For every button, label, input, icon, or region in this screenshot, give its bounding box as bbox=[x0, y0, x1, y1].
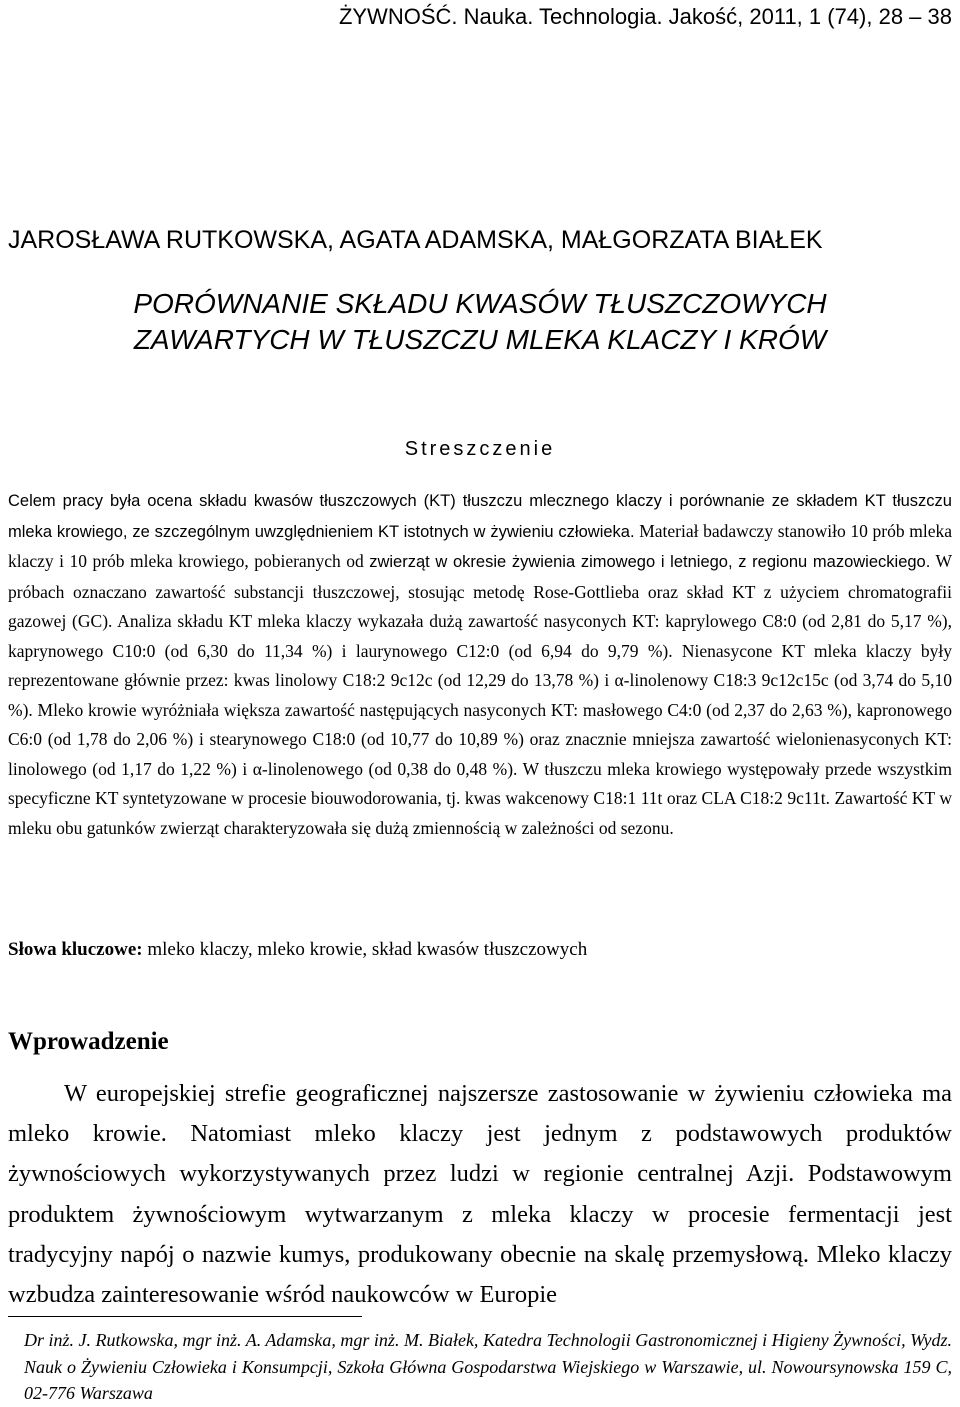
paper-title bbox=[0, 286, 960, 358]
keywords bbox=[8, 935, 952, 965]
author-affiliation-footnote: Dr inż. J. Rutkowska, mgr inż. A. Adamska, mgr inż. M. Białek, Katedra Technologii Gastronomicznej i Higieny Żywności, Wydz. Nauk o Żywieniu Człowieka i Konsumpcji, Szkoła Główna Gospodarstwa Wiejskiego w Warszawie, ul. Nowoursynowska 159 C, 02-776 Warszawa bbox=[24, 1330, 952, 1403]
abstract-part-3: zwierząt w okresie żywienia zimowego i letniego, z regionu mazowieckiego. bbox=[369, 553, 931, 571]
intro-paragraph: W europejskiej strefie geograficznej najszersze zastosowanie w żywieniu człowieka ma mleko krowie. Natomiast mleko klaczy jest jednym z podstawowych produktów żywnościowych wykorzystywanych przez ludzi w regionie centralnej Azji. Podstawowym produktem żywnościowym wytwarzanym z mleka klaczy w procesie fermentacji jest tradycyjny napój o nazwie kumys, produkowany obecnie na skalę przemysłową. Mleko klaczy wzbudza zainteresowanie wśród naukowców w Europie bbox=[8, 1080, 952, 1309]
abstract-part-2: Materiał badawczy stanowiło 10 prób mleka klaczy i 10 prób mleka krowiego, pobieranych od bbox=[8, 520, 953, 571]
keywords-label: Słowa kluczowe: bbox=[8, 939, 143, 960]
keywords-text: mleko klaczy, mleko krowie, skład kwasów tłuszczowych bbox=[142, 939, 588, 960]
paper-title-line-2: ZAWARTYCH W TŁUSZCZU MLEKA KLACZY I KRÓW bbox=[133, 324, 827, 355]
abstract-part-1: Celem pracy była ocena składu kwasów tłuszczowych (KT) tłuszczu mlecznego klaczy i porównanie ze składem KT tłuszczu mleka krowiego, ze szczególnym uwzględnieniem KT istotnych w żywieniu człowieka. bbox=[8, 492, 952, 541]
abstract bbox=[8, 486, 952, 843]
paper-title-line-1: PORÓWNANIE SKŁADU KWASÓW TŁUSZCZOWYCH bbox=[133, 288, 827, 319]
summary-heading: Streszczenie bbox=[404, 438, 556, 460]
authors: JAROSŁAWA RUTKOWSKA, AGATA ADAMSKA, MAŁGORZATA BIAŁEK bbox=[8, 226, 823, 254]
footnote-divider bbox=[8, 1316, 362, 1317]
section-heading: Wprowadzenie bbox=[8, 1028, 169, 1055]
journal-header: ŻYWNOŚĆ. Nauka. Technologia. Jakość, 2011, 1 (74), 28 – 38 bbox=[338, 4, 952, 29]
abstract-part-4: W próbach oznaczano zawartość substancji tłuszczowej, stosując metodę Rose-Gottlieba oraz skład KT z użyciem chromatografii gazowej (GC). Analiza składu KT mleka klaczy wykazała dużą zawartość nasyconych KT: kaprylowego C8:0 (od 2,81 do 5,17 %), kaprynowego C10:0 (od 6,30 do 11,34 %) i laurynowego C12:0 (od 6,94 do 9,79 %). Nienasycone KT mleka klaczy były reprezentowane głównie przez: kwas linolowy C18:2 9c12c (od 12,29 do 13,78 %) i α-linolenowy C18:3 9c12c15c (od 3,74 do 5,10 %). Mleko krowie wyróżniała większa zawartość następujących nasyconych KT: masłowego C4:0 (od 2,37 do 2,63 %), kapronowego C6:0 (od 1,78 do 2,06 %) i stearynowego C18:0 (od 10,77 do 10,89 %) oraz znacznie mniejsza zawartość wielonienasyconych KT: linolowego (od 1,17 do 1,22 %) i α-linolenowego (od 0,38 do 0,48 %). W tłuszczu mleka krowiego występowały przede wszystkim specyficzne KT syntetyzowane w procesie biouwodorowania, tj. kwas wakcenowy C18:1 11t oraz CLA C18:2 9c11t. Zawartość KT w mleku obu gatunków zwierząt charakteryzowała się dużą zmiennością w zależności od sezonu. bbox=[8, 551, 953, 838]
